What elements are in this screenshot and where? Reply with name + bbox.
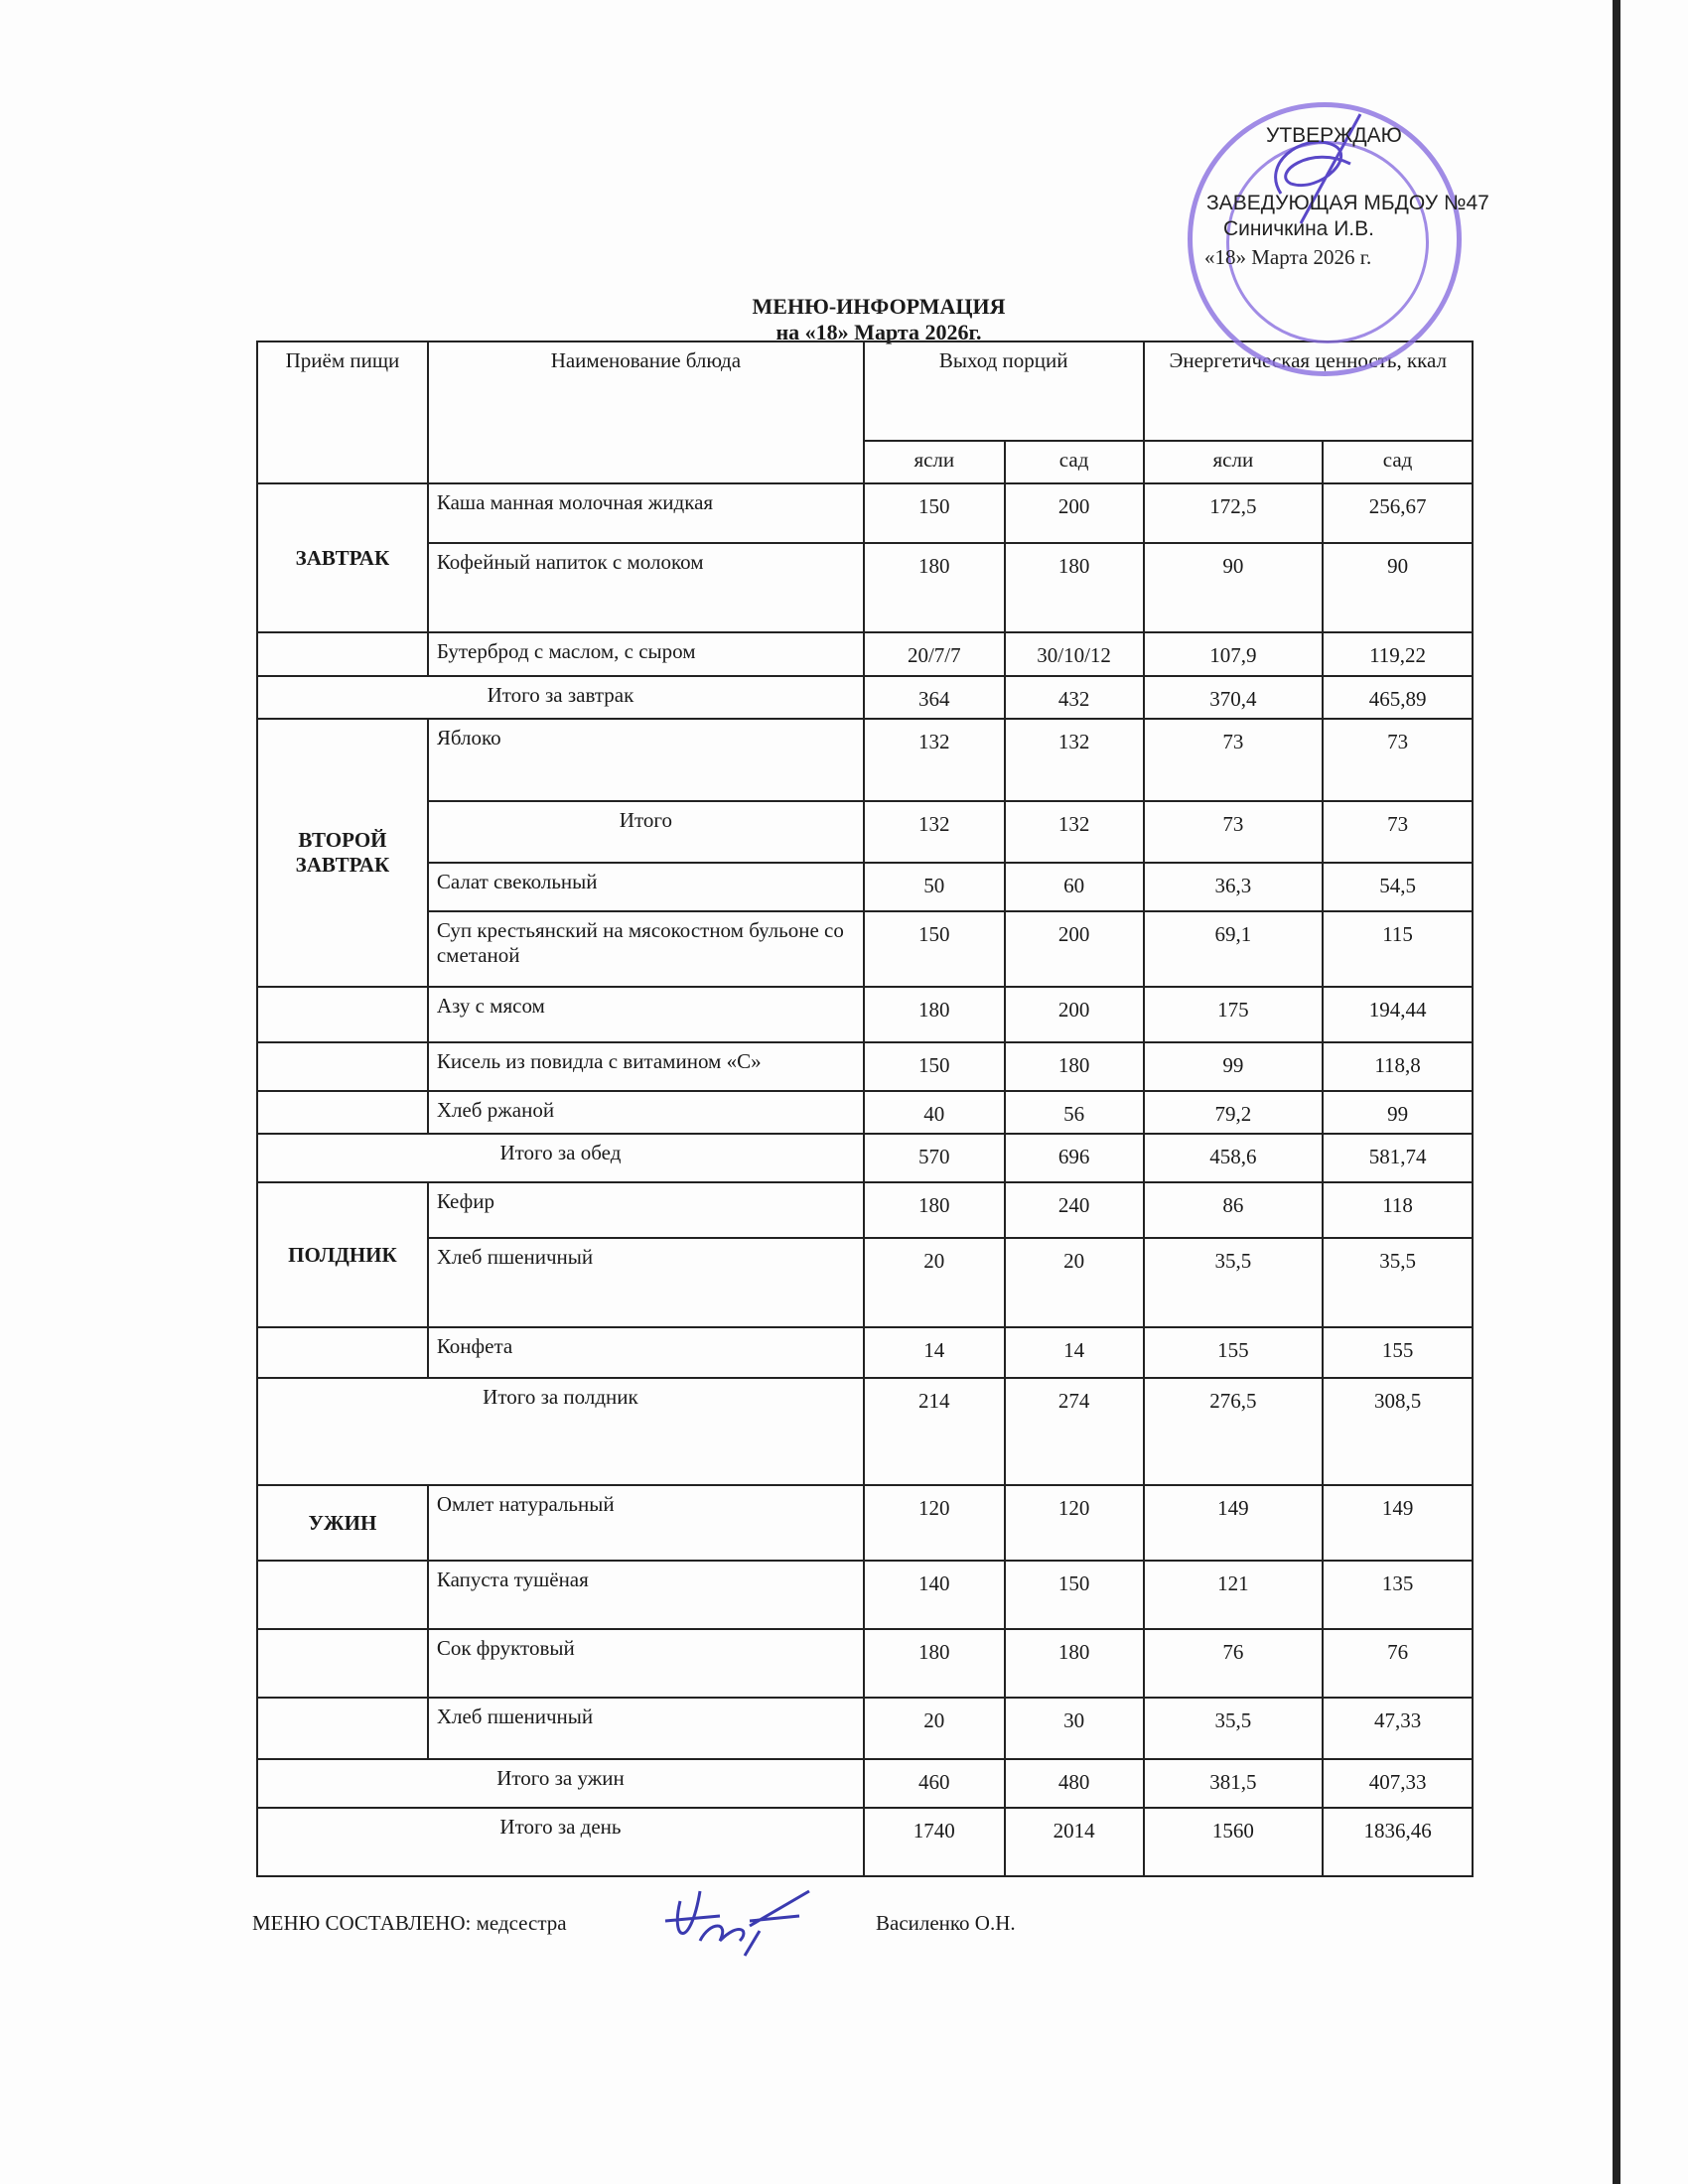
- energy-yasli: 172,5: [1144, 483, 1324, 543]
- dish-name: Кисель из повидла с витамином «С»: [428, 1042, 864, 1091]
- energy-yasli: 90: [1144, 543, 1324, 632]
- dish-name: Хлеб ржаной: [428, 1091, 864, 1134]
- output-yasli: 214: [864, 1378, 1005, 1485]
- total-label: Итого за полдник: [257, 1378, 864, 1485]
- energy-sad: 76: [1323, 1629, 1473, 1698]
- output-yasli: 20: [864, 1698, 1005, 1759]
- total-row: [257, 1808, 1473, 1876]
- meal-cell: ВТОРОЙ ЗАВТРАК: [257, 719, 428, 987]
- output-sad: 480: [1005, 1759, 1144, 1808]
- energy-sad: 465,89: [1323, 676, 1473, 719]
- energy-sad: 115: [1323, 911, 1473, 987]
- energy-yasli: 73: [1144, 719, 1324, 801]
- output-yasli: 132: [864, 801, 1005, 863]
- dish-name: Сок фруктовый: [428, 1629, 864, 1698]
- total-label: Итого за ужин: [257, 1759, 864, 1808]
- energy-yasli: 73: [1144, 801, 1324, 863]
- table-row: [257, 1182, 1473, 1238]
- output-sad: 200: [1005, 987, 1144, 1042]
- dish-name: Кофейный напиток с молоком: [428, 543, 864, 632]
- meal-cell: [257, 1698, 428, 1759]
- dish-name: Каша манная молочная жидкая: [428, 483, 864, 543]
- output-yasli: 20/7/7: [864, 632, 1005, 676]
- energy-sad: 54,5: [1323, 863, 1473, 911]
- dish-name: Бутерброд с маслом, с сыром: [428, 632, 864, 676]
- output-sad: 60: [1005, 863, 1144, 911]
- table-row: [257, 483, 1473, 543]
- output-yasli: 50: [864, 863, 1005, 911]
- footer-label: МЕНЮ СОСТАВЛЕНО: медсестра: [252, 1911, 567, 1935]
- table-row: [257, 1238, 1473, 1327]
- dish-name: Кефир: [428, 1182, 864, 1238]
- energy-sad: 135: [1323, 1561, 1473, 1629]
- output-sad: 132: [1005, 801, 1144, 863]
- output-sad: 180: [1005, 543, 1144, 632]
- energy-yasli: 76: [1144, 1629, 1324, 1698]
- table-row: [257, 801, 1473, 863]
- energy-yasli: 35,5: [1144, 1238, 1324, 1327]
- output-yasli: 120: [864, 1485, 1005, 1561]
- table-row: [257, 863, 1473, 911]
- approval-date: «18» Марта 2026 г.: [1204, 245, 1372, 269]
- energy-yasli: 35,5: [1144, 1698, 1324, 1759]
- output-yasli: 20: [864, 1238, 1005, 1327]
- menu-table: [256, 341, 1474, 1877]
- dish-name: Яблоко: [428, 719, 864, 801]
- subtotal-label: Итого: [428, 801, 864, 863]
- energy-sad: 118: [1323, 1182, 1473, 1238]
- output-sad: 2014: [1005, 1808, 1144, 1876]
- output-sad: 132: [1005, 719, 1144, 801]
- output-yasli: 180: [864, 1182, 1005, 1238]
- header-output: Выход порций: [864, 341, 1144, 441]
- dish-name: Суп крестьянский на мясокостном бульоне со сметаной: [428, 911, 864, 987]
- energy-sad: 407,33: [1323, 1759, 1473, 1808]
- energy-yasli: 69,1: [1144, 911, 1324, 987]
- approval-title: УТВЕРЖДАЮ: [1266, 124, 1402, 147]
- dish-name: Салат свекольный: [428, 863, 864, 911]
- energy-sad: 90: [1323, 543, 1473, 632]
- approval-position: ЗАВЕДУЮЩАЯ МБДОУ №47: [1206, 192, 1489, 214]
- energy-sad: 155: [1323, 1327, 1473, 1378]
- output-yasli: 180: [864, 543, 1005, 632]
- table-row: [257, 987, 1473, 1042]
- table-row: [257, 1091, 1473, 1134]
- total-row: [257, 1759, 1473, 1808]
- approval-name: Синичкина И.В.: [1223, 217, 1374, 240]
- energy-yasli: 370,4: [1144, 676, 1324, 719]
- output-sad: 14: [1005, 1327, 1144, 1378]
- output-sad: 240: [1005, 1182, 1144, 1238]
- energy-sad: 1836,46: [1323, 1808, 1473, 1876]
- meal-cell: [257, 1042, 428, 1091]
- output-yasli: 40: [864, 1091, 1005, 1134]
- table-row: [257, 1485, 1473, 1561]
- energy-yasli: 149: [1144, 1485, 1324, 1561]
- meal-cell: ЗАВТРАК: [257, 483, 428, 632]
- page-title: МЕНЮ-ИНФОРМАЦИЯ: [752, 294, 1006, 319]
- energy-sad: 47,33: [1323, 1698, 1473, 1759]
- output-sad: 120: [1005, 1485, 1144, 1561]
- output-sad: 30: [1005, 1698, 1144, 1759]
- meal-cell: УЖИН: [257, 1485, 428, 1561]
- energy-yasli: 155: [1144, 1327, 1324, 1378]
- total-row: [257, 676, 1473, 719]
- output-sad: 56: [1005, 1091, 1144, 1134]
- output-sad: 200: [1005, 911, 1144, 987]
- meal-cell: [257, 1327, 428, 1378]
- output-sad: 150: [1005, 1561, 1144, 1629]
- output-sad: 274: [1005, 1378, 1144, 1485]
- energy-yasli: 86: [1144, 1182, 1324, 1238]
- header-output-yasli: ясли: [864, 441, 1005, 483]
- dish-name: Омлет натуральный: [428, 1485, 864, 1561]
- energy-sad: 73: [1323, 719, 1473, 801]
- meal-cell: [257, 1629, 428, 1698]
- energy-sad: 581,74: [1323, 1134, 1473, 1182]
- page-subtitle: на «18» Марта 2026г.: [775, 320, 982, 344]
- total-label: Итого за завтрак: [257, 676, 864, 719]
- dish-name: Капуста тушёная: [428, 1561, 864, 1629]
- total-label: Итого за день: [257, 1808, 864, 1876]
- output-sad: 180: [1005, 1629, 1144, 1698]
- output-sad: 200: [1005, 483, 1144, 543]
- header-energy: Энергетическая ценность, ккал: [1144, 341, 1473, 441]
- output-sad: 696: [1005, 1134, 1144, 1182]
- header-output-sad: сад: [1005, 441, 1144, 483]
- energy-sad: 256,67: [1323, 483, 1473, 543]
- output-yasli: 1740: [864, 1808, 1005, 1876]
- output-sad: 20: [1005, 1238, 1144, 1327]
- energy-sad: 308,5: [1323, 1378, 1473, 1485]
- energy-yasli: 121: [1144, 1561, 1324, 1629]
- output-sad: 30/10/12: [1005, 632, 1144, 676]
- dish-name: Хлеб пшеничный: [428, 1698, 864, 1759]
- output-yasli: 570: [864, 1134, 1005, 1182]
- total-row: [257, 1134, 1473, 1182]
- output-yasli: 364: [864, 676, 1005, 719]
- energy-yasli: 381,5: [1144, 1759, 1324, 1808]
- output-sad: 432: [1005, 676, 1144, 719]
- output-yasli: 150: [864, 1042, 1005, 1091]
- meal-cell: ПОЛДНИК: [257, 1182, 428, 1327]
- meal-cell: [257, 1561, 428, 1629]
- header-energy-yasli: ясли: [1144, 441, 1324, 483]
- meal-cell: [257, 632, 428, 676]
- header-dish: Наименование блюда: [428, 341, 864, 483]
- output-yasli: 460: [864, 1759, 1005, 1808]
- energy-yasli: 276,5: [1144, 1378, 1324, 1485]
- dish-name: Азу с мясом: [428, 987, 864, 1042]
- output-yasli: 14: [864, 1327, 1005, 1378]
- output-yasli: 140: [864, 1561, 1005, 1629]
- output-yasli: 180: [864, 987, 1005, 1042]
- energy-sad: 73: [1323, 801, 1473, 863]
- energy-yasli: 175: [1144, 987, 1324, 1042]
- total-row: [257, 1378, 1473, 1485]
- energy-sad: 119,22: [1323, 632, 1473, 676]
- output-sad: 180: [1005, 1042, 1144, 1091]
- table-row: [257, 719, 1473, 801]
- output-yasli: 180: [864, 1629, 1005, 1698]
- table-row: [257, 1561, 1473, 1629]
- header-energy-sad: сад: [1323, 441, 1473, 483]
- energy-sad: 149: [1323, 1485, 1473, 1561]
- total-label: Итого за обед: [257, 1134, 864, 1182]
- output-yasli: 150: [864, 911, 1005, 987]
- table-row: [257, 1698, 1473, 1759]
- table-row: [257, 911, 1473, 987]
- energy-sad: 99: [1323, 1091, 1473, 1134]
- energy-yasli: 1560: [1144, 1808, 1324, 1876]
- energy-yasli: 36,3: [1144, 863, 1324, 911]
- energy-yasli: 79,2: [1144, 1091, 1324, 1134]
- table-row: [257, 1042, 1473, 1091]
- energy-sad: 35,5: [1323, 1238, 1473, 1327]
- table-row: [257, 1629, 1473, 1698]
- energy-yasli: 458,6: [1144, 1134, 1324, 1182]
- output-yasli: 150: [864, 483, 1005, 543]
- energy-yasli: 107,9: [1144, 632, 1324, 676]
- output-yasli: 132: [864, 719, 1005, 801]
- meal-cell: [257, 987, 428, 1042]
- energy-yasli: 99: [1144, 1042, 1324, 1091]
- header-meal: Приём пищи: [257, 341, 428, 483]
- energy-sad: 118,8: [1323, 1042, 1473, 1091]
- dish-name: Хлеб пшеничный: [428, 1238, 864, 1327]
- table-row: [257, 1327, 1473, 1378]
- nurse-signature: [660, 1881, 819, 1961]
- energy-sad: 194,44: [1323, 987, 1473, 1042]
- dish-name: Конфета: [428, 1327, 864, 1378]
- table-row: [257, 632, 1473, 676]
- meal-cell: [257, 1091, 428, 1134]
- footer-name: Василенко О.Н.: [876, 1911, 1016, 1935]
- table-row: [257, 543, 1473, 632]
